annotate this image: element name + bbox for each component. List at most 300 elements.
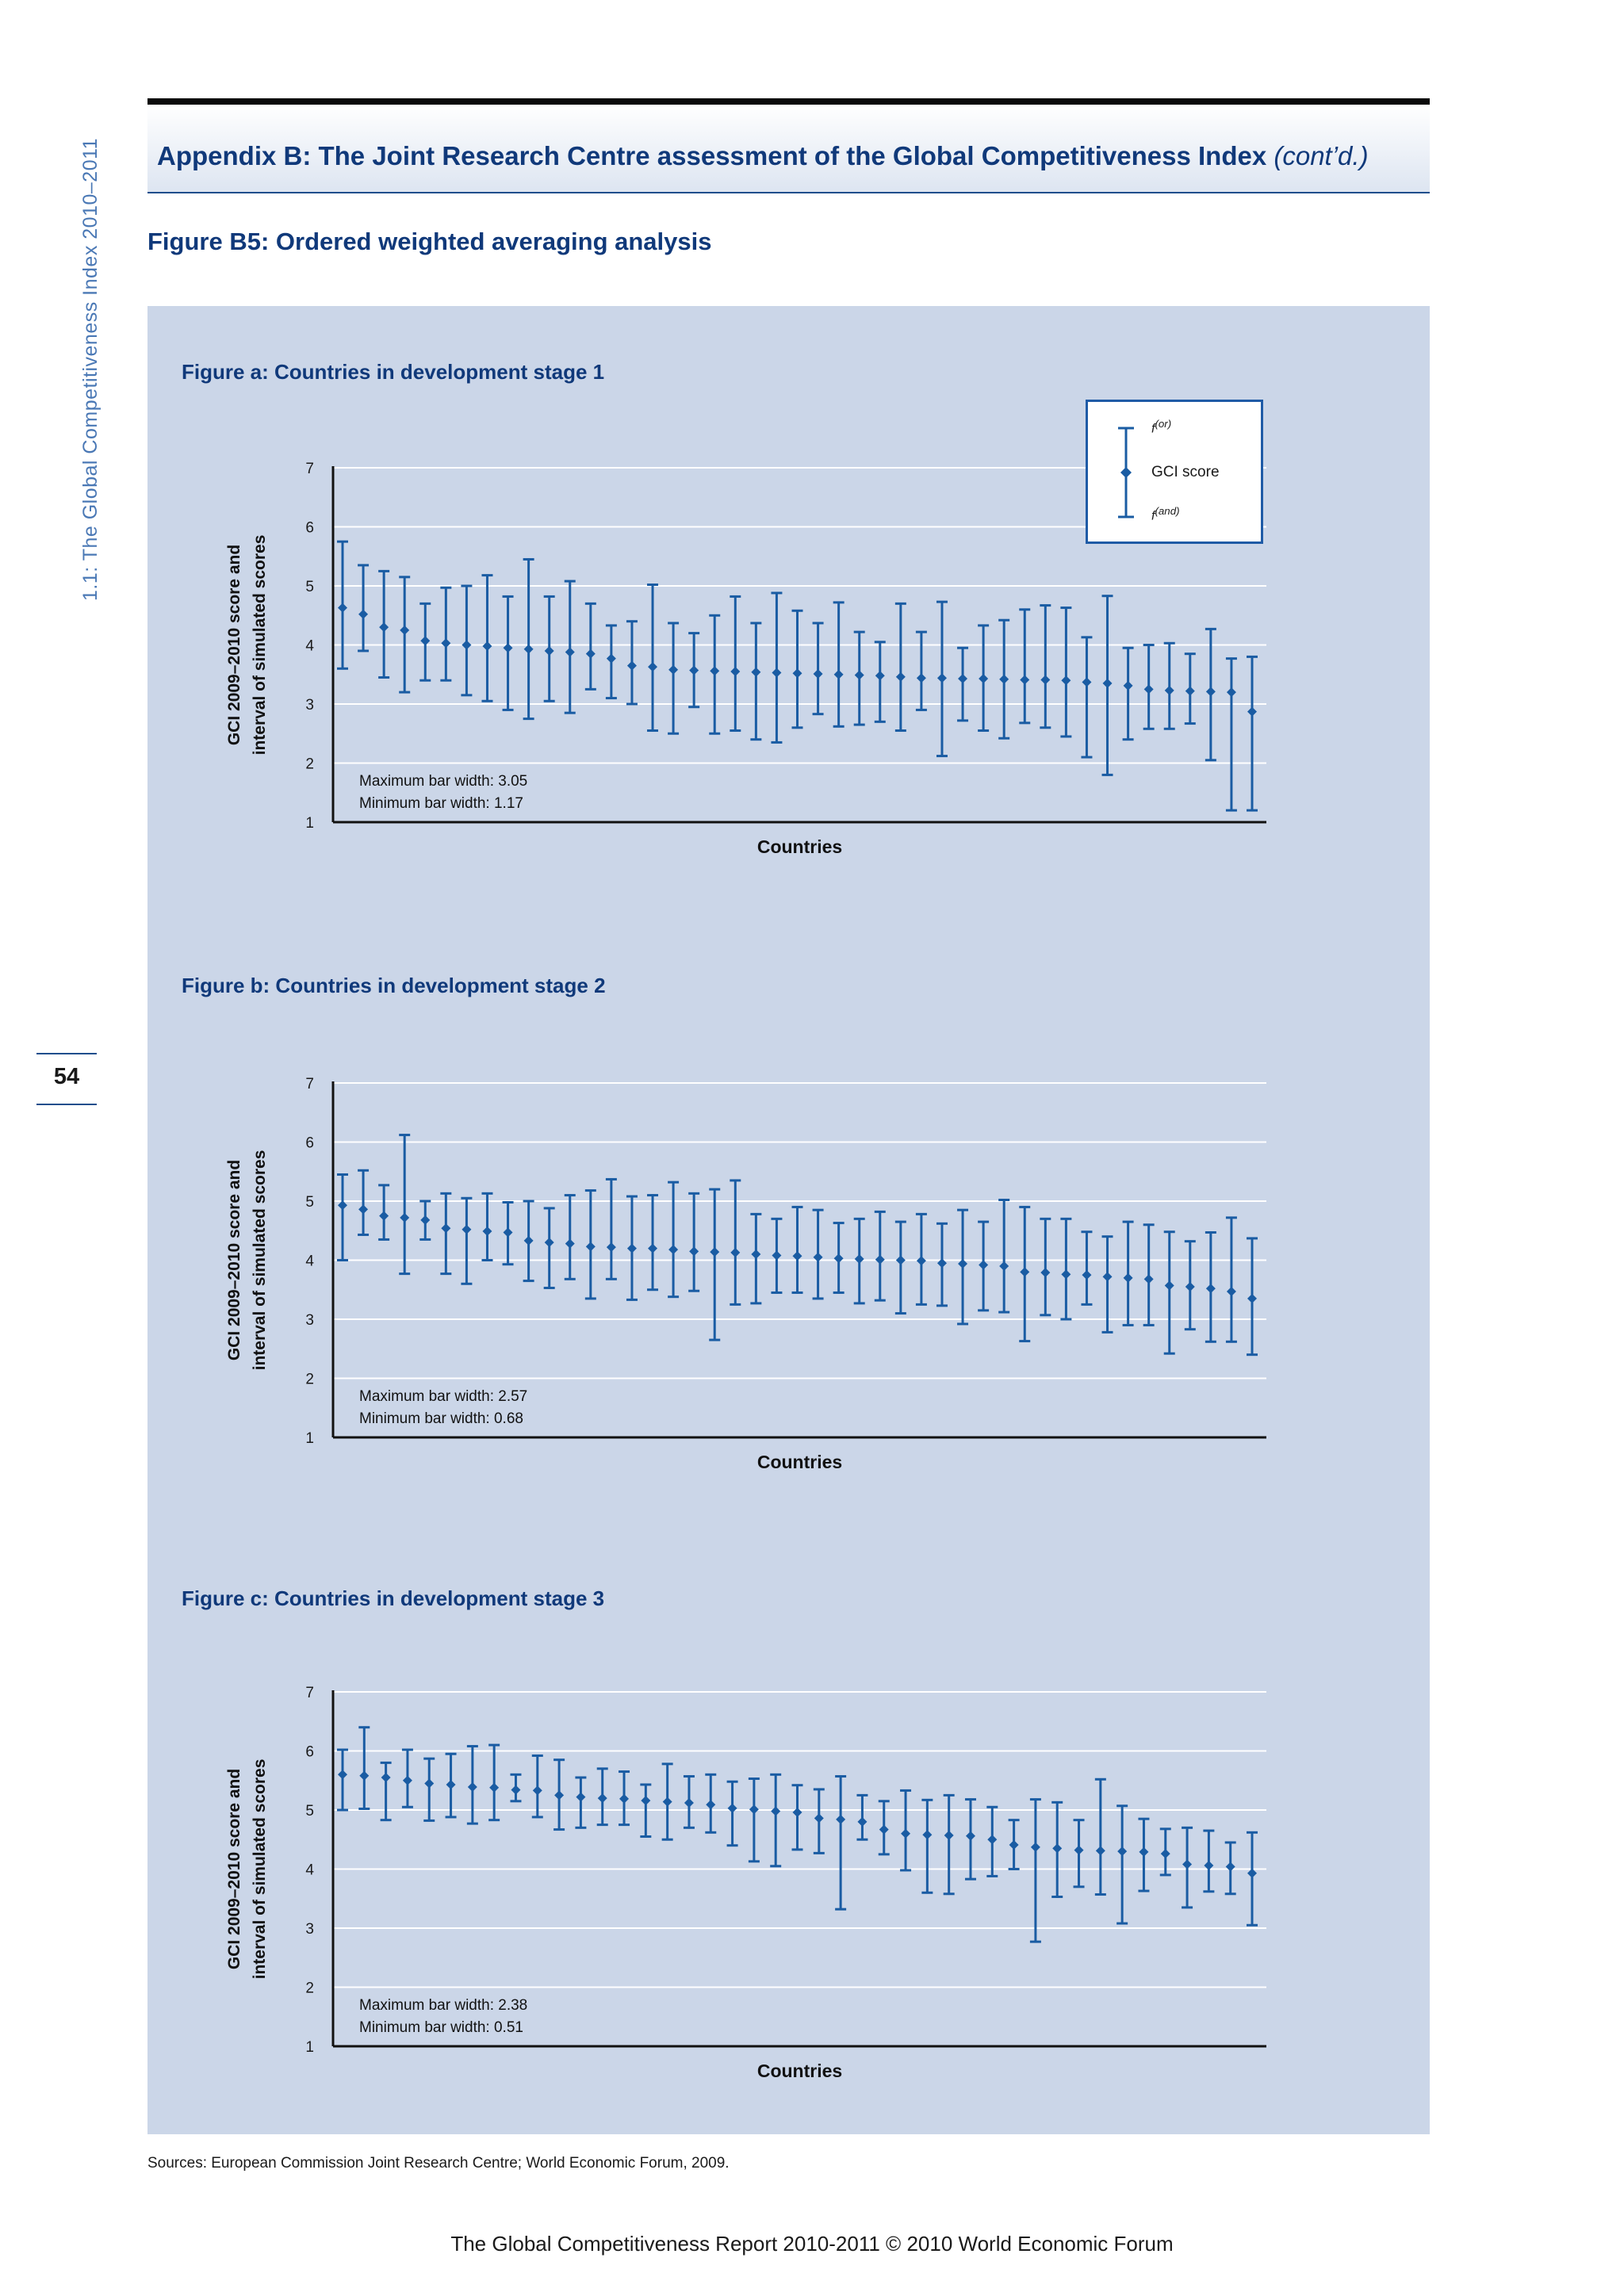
chart-legend — [1086, 400, 1263, 544]
error-bar — [1123, 648, 1134, 739]
gci-score-point — [944, 1831, 954, 1840]
error-bar — [358, 1728, 370, 1809]
error-bar — [544, 596, 555, 701]
gci-score-point — [424, 1778, 434, 1788]
gci-score-point — [1124, 1273, 1133, 1283]
gci-score-point — [420, 1215, 430, 1225]
gci-score-point — [446, 1780, 456, 1789]
error-bar — [1247, 1832, 1258, 1925]
gci-score-point — [1040, 1268, 1050, 1277]
gci-score-point — [879, 1825, 889, 1835]
error-bar — [419, 603, 431, 680]
gci-score-point — [1161, 1849, 1170, 1858]
gci-score-point — [1247, 1869, 1257, 1878]
gci-score-point — [1117, 1846, 1127, 1856]
gci-score-point — [834, 670, 844, 679]
error-bar — [378, 571, 389, 677]
min-bar-width-note: Minimum bar width: 1.17 — [359, 795, 523, 812]
gci-score-point — [1052, 1843, 1062, 1853]
chart-c-title: Figure c: Countries in development stage 3 — [182, 1586, 605, 1610]
error-bar — [998, 620, 1009, 738]
error-bar — [399, 1135, 410, 1274]
error-bar — [1225, 1843, 1236, 1894]
gci-score-point — [966, 1831, 975, 1841]
page-number-rule-top — [36, 1053, 97, 1054]
y-tick-label: 3 — [305, 697, 314, 714]
gci-score-point — [468, 1782, 477, 1792]
error-bar — [446, 1754, 457, 1817]
gci-score-point — [751, 668, 760, 677]
error-bar — [544, 1208, 555, 1288]
gci-score-point — [1227, 687, 1236, 697]
gci-score-point — [875, 671, 885, 680]
y-tick-label: 5 — [305, 1803, 314, 1820]
x-axis-label: Countries — [756, 2061, 843, 2081]
gci-score-point — [663, 1797, 672, 1807]
error-bar — [575, 1777, 586, 1827]
error-bar — [488, 1745, 500, 1820]
y-tick-label: 1 — [305, 1430, 314, 1447]
gci-score-point — [979, 1260, 988, 1269]
error-bar — [854, 632, 865, 725]
y-tick-label: 1 — [305, 2039, 314, 2056]
sources-note: Sources: European Commission Joint Research Centre; World Economic Forum, 2009. — [147, 2155, 730, 2172]
error-bar — [1102, 1237, 1113, 1333]
gci-score-point — [1182, 1860, 1192, 1869]
error-bar — [1081, 637, 1092, 757]
gci-score-point — [793, 1808, 802, 1817]
y-tick-label: 4 — [305, 1253, 314, 1270]
gci-score-point — [999, 675, 1009, 684]
chart-c — [198, 1668, 1308, 2088]
error-bar — [1040, 1219, 1051, 1314]
gci-score-point — [1082, 677, 1091, 687]
y-tick-label: 6 — [305, 1743, 314, 1761]
error-bar — [895, 1222, 906, 1313]
gci-score-point — [836, 1815, 845, 1824]
chart-b — [198, 1059, 1308, 1479]
gci-score-point — [482, 641, 492, 651]
page-number: 54 — [53, 1064, 80, 1089]
gci-score-point — [937, 673, 947, 683]
gci-score-point — [400, 1213, 409, 1223]
gci-score-point — [999, 1261, 1009, 1271]
error-bar — [1143, 645, 1155, 729]
error-bar — [626, 1196, 638, 1299]
gci-score-point — [710, 666, 719, 675]
error-bar — [668, 623, 679, 733]
header-bottom-rule — [147, 192, 1430, 193]
error-bar — [662, 1764, 673, 1839]
error-bar — [597, 1769, 608, 1825]
error-bar — [440, 587, 451, 680]
gci-score-point — [772, 1251, 781, 1261]
y-tick-label: 3 — [305, 1921, 314, 1938]
gci-score-point — [338, 603, 347, 613]
gci-score-point — [1061, 1269, 1071, 1279]
error-bar — [770, 1774, 781, 1866]
max-bar-width-note: Maximum bar width: 2.57 — [359, 1388, 528, 1405]
gci-score-point — [855, 1254, 864, 1264]
error-bar — [565, 1196, 576, 1280]
error-bar — [709, 1189, 720, 1340]
gci-score-point — [1103, 1272, 1113, 1281]
legend-gci-label: GCI score — [1151, 464, 1220, 480]
gci-score-point — [922, 1830, 932, 1839]
error-bar — [688, 1193, 699, 1291]
gci-score-point — [1144, 1274, 1154, 1284]
y-axis-label-line1: GCI 2009–2010 score and — [225, 544, 243, 746]
gci-score-point — [648, 1244, 657, 1253]
gci-score-point — [482, 1226, 492, 1236]
gci-score-point — [607, 654, 616, 664]
gci-score-point — [607, 1242, 616, 1252]
gci-score-point — [751, 1249, 760, 1259]
chart-b-title: Figure b: Countries in development stage 2 — [182, 974, 606, 997]
gci-score-point — [1074, 1846, 1084, 1855]
error-bar — [749, 1779, 760, 1862]
error-bar — [709, 615, 720, 733]
gci-score-point — [979, 674, 988, 683]
error-bar — [965, 1800, 976, 1880]
error-bar — [1143, 1225, 1155, 1326]
gci-score-point — [524, 1236, 534, 1246]
appendix-title-suffix: (cont’d.) — [1274, 141, 1369, 170]
gci-score-point — [627, 1244, 637, 1253]
gci-score-point — [917, 1256, 926, 1265]
error-bar — [771, 1219, 782, 1292]
gci-score-point — [901, 1829, 910, 1839]
error-bar — [606, 626, 617, 698]
error-bar — [1019, 610, 1030, 723]
y-tick-label: 5 — [305, 579, 314, 595]
gci-score-point — [814, 669, 823, 679]
error-bar — [1160, 1829, 1171, 1875]
gci-score-point — [420, 636, 430, 645]
error-bar — [900, 1790, 911, 1870]
error-bar — [337, 541, 348, 668]
gci-score-point — [958, 674, 967, 683]
gci-score-point — [462, 1225, 471, 1234]
gci-score-point — [814, 1813, 824, 1823]
error-bar — [419, 1201, 431, 1239]
gci-score-point — [834, 1253, 844, 1263]
error-bar — [1185, 654, 1196, 724]
gci-score-point — [403, 1776, 412, 1785]
error-bar — [730, 1181, 741, 1304]
error-bar — [921, 1800, 933, 1892]
gci-score-point — [533, 1785, 542, 1795]
gci-score-point — [338, 1770, 347, 1779]
gci-score-point — [1139, 1847, 1148, 1857]
gci-score-point — [511, 1785, 520, 1795]
error-bar — [1185, 1242, 1196, 1330]
gci-score-point — [1227, 1287, 1236, 1296]
gci-score-point — [545, 646, 554, 656]
y-tick-label: 7 — [305, 1076, 314, 1093]
error-bar — [875, 642, 886, 722]
error-bar — [1009, 1820, 1020, 1869]
error-bar — [481, 1193, 492, 1260]
error-bar — [792, 1207, 803, 1292]
gci-score-point — [1082, 1270, 1091, 1280]
gci-score-point — [576, 1793, 585, 1802]
error-bar — [750, 1214, 761, 1303]
y-tick-label: 2 — [305, 756, 314, 773]
error-bar — [1123, 1222, 1134, 1325]
error-bar — [771, 593, 782, 742]
error-bar — [378, 1185, 389, 1240]
min-bar-width-note: Minimum bar width: 0.51 — [359, 2019, 523, 2036]
gci-score-point — [524, 645, 534, 654]
gci-score-point — [689, 1246, 699, 1256]
gci-score-point — [565, 1239, 575, 1249]
error-bar — [978, 626, 989, 731]
error-bar — [792, 1785, 803, 1850]
gci-score-point — [1096, 1846, 1105, 1855]
error-bar — [647, 585, 658, 731]
y-tick-label: 4 — [305, 637, 314, 655]
error-bar — [936, 602, 948, 756]
error-bar — [684, 1777, 695, 1828]
error-bar — [423, 1758, 435, 1820]
error-bar — [503, 1202, 514, 1264]
y-tick-label: 2 — [305, 1980, 314, 1997]
gci-score-point — [710, 1247, 719, 1257]
gci-score-point — [730, 1248, 740, 1257]
error-bar — [1051, 1802, 1063, 1896]
appendix-title — [157, 141, 1369, 171]
error-bar — [619, 1772, 630, 1825]
error-bar — [565, 581, 576, 713]
error-bar — [337, 1174, 348, 1260]
y-axis-label-line2: interval of simulated scores — [251, 1150, 269, 1371]
page-footer: The Global Competitiveness Report 2010-2011 © 2010 World Economic Forum — [450, 2232, 1174, 2256]
gci-score-point — [689, 666, 699, 675]
y-tick-label: 2 — [305, 1371, 314, 1388]
error-bar — [337, 1750, 348, 1810]
gci-score-point — [1226, 1862, 1235, 1872]
error-bar — [1102, 596, 1113, 775]
gci-score-point — [441, 638, 450, 648]
error-bar — [510, 1774, 521, 1801]
gci-score-point — [1165, 686, 1174, 695]
error-bar — [1203, 1831, 1214, 1892]
gci-score-point — [586, 649, 596, 659]
gci-score-point — [359, 1771, 369, 1781]
gci-score-point — [586, 1242, 596, 1251]
gci-score-point — [793, 668, 802, 678]
gci-score-point — [1124, 681, 1133, 691]
error-bar — [461, 586, 472, 695]
gci-score-point — [379, 622, 389, 632]
gci-score-point — [641, 1796, 650, 1805]
gci-score-point — [400, 626, 409, 635]
error-bar — [833, 1223, 845, 1293]
x-axis-label: Countries — [756, 1452, 843, 1472]
gci-score-point — [917, 673, 926, 683]
gci-score-point — [598, 1793, 607, 1803]
error-bar — [1164, 1232, 1175, 1353]
y-tick-label: 7 — [305, 1685, 314, 1701]
error-bar — [957, 648, 968, 721]
gci-score-point — [441, 1223, 450, 1233]
error-bar — [986, 1807, 998, 1876]
error-bar — [1081, 1232, 1092, 1305]
gci-score-point — [668, 1245, 678, 1254]
gci-score-point — [379, 1211, 389, 1221]
error-bar — [1226, 659, 1237, 810]
error-bar — [978, 1222, 989, 1311]
gci-score-point — [1247, 1294, 1257, 1303]
gci-score-point — [1061, 675, 1071, 685]
error-bar — [813, 1210, 824, 1299]
y-tick-label: 5 — [305, 1194, 314, 1211]
gci-score-point — [771, 1806, 780, 1816]
error-bar — [668, 1182, 679, 1297]
error-bar — [856, 1795, 868, 1839]
x-axis-label: Countries — [756, 836, 843, 857]
error-bar — [833, 603, 845, 726]
error-bar — [792, 610, 803, 728]
error-bar — [1074, 1820, 1085, 1887]
error-bar — [1226, 1218, 1237, 1341]
error-bar — [730, 596, 741, 730]
gci-score-point — [684, 1798, 694, 1808]
error-bar — [1095, 1779, 1106, 1894]
error-bar — [1060, 1219, 1071, 1319]
error-bar — [626, 622, 638, 704]
gci-score-point — [987, 1835, 997, 1844]
header-top-rule — [147, 98, 1430, 105]
y-tick-label: 3 — [305, 1312, 314, 1329]
y-axis-label-line1: GCI 2009–2010 score and — [225, 1159, 243, 1361]
error-bar — [399, 577, 410, 692]
gci-score-point — [381, 1773, 391, 1782]
error-bar — [1247, 656, 1258, 810]
error-bar — [481, 576, 492, 702]
error-bar — [813, 623, 824, 714]
error-bar — [1182, 1827, 1193, 1908]
error-bar — [814, 1789, 825, 1853]
y-tick-label: 6 — [305, 1135, 314, 1152]
y-tick-label: 4 — [305, 1862, 314, 1879]
error-bar — [503, 596, 514, 710]
error-bar — [895, 603, 906, 730]
gci-score-point — [1009, 1840, 1019, 1850]
gci-score-point — [896, 1256, 906, 1265]
gci-score-point — [875, 1255, 885, 1265]
error-bar — [957, 1210, 968, 1324]
error-bar — [606, 1179, 617, 1279]
gci-score-point — [462, 641, 471, 650]
gci-score-point — [1247, 707, 1257, 717]
error-bar — [705, 1774, 716, 1832]
gci-score-point — [668, 665, 678, 675]
gci-score-point — [489, 1783, 499, 1793]
error-bar — [358, 565, 369, 651]
error-bar — [750, 623, 761, 740]
gci-score-point — [504, 1227, 513, 1237]
error-bar — [358, 1170, 369, 1234]
gci-score-point — [648, 662, 657, 672]
error-bar — [467, 1747, 478, 1824]
min-bar-width-note: Minimum bar width: 0.68 — [359, 1410, 523, 1427]
gci-score-point — [1144, 684, 1154, 694]
gci-score-point — [1020, 675, 1029, 684]
gci-score-point — [554, 1790, 564, 1800]
y-tick-label: 1 — [305, 815, 314, 832]
error-bar — [647, 1196, 658, 1290]
chart-a-title: Figure a: Countries in development stage 1 — [182, 360, 605, 384]
error-bar — [916, 632, 927, 710]
y-axis-label-line2: interval of simulated scores — [251, 534, 269, 756]
gci-score-point — [627, 661, 637, 671]
error-bar — [1247, 1238, 1258, 1355]
gci-score-point — [1103, 679, 1113, 688]
gci-score-point — [1185, 687, 1195, 696]
gci-score-point — [1206, 1284, 1216, 1293]
error-bar — [875, 1211, 886, 1300]
max-bar-width-note: Maximum bar width: 3.05 — [359, 773, 528, 790]
legend-and-label: $f^{(and)}$ — [1151, 505, 1180, 523]
legend-or-label: $f^{(or)}$ — [1151, 418, 1172, 436]
error-bar — [523, 559, 534, 718]
error-bar — [440, 1193, 451, 1273]
gci-score-point — [1185, 1282, 1195, 1292]
gci-score-point — [772, 668, 781, 678]
error-bar — [1205, 629, 1216, 760]
error-bar — [585, 603, 596, 689]
running-title-text: 1.1: The Global Competitiveness Index 2010–2011 — [79, 137, 102, 601]
appendix-title-text: Appendix B: The Joint Research Centre assessment of the Global Competitiveness Index — [157, 141, 1267, 170]
error-bar — [1164, 643, 1175, 729]
gci-score-point — [358, 610, 368, 619]
gci-score-point — [1165, 1281, 1174, 1291]
gci-score-point — [855, 670, 864, 679]
error-bar — [532, 1755, 543, 1816]
error-bar — [727, 1781, 738, 1845]
error-bar — [585, 1191, 596, 1299]
error-bar — [1030, 1800, 1041, 1942]
gci-score-point — [1020, 1267, 1029, 1276]
error-bar — [916, 1214, 927, 1304]
gci-score-point — [1040, 675, 1050, 684]
max-bar-width-note: Maximum bar width: 2.38 — [359, 1997, 528, 2014]
gci-score-point — [565, 647, 575, 656]
gci-score-point — [358, 1204, 368, 1214]
error-bar — [1040, 606, 1051, 728]
error-bar — [879, 1801, 890, 1854]
y-tick-label: 7 — [305, 461, 314, 477]
gci-score-point — [545, 1238, 554, 1247]
error-bar — [553, 1760, 565, 1830]
y-axis-label-line2: interval of simulated scores — [251, 1758, 269, 1980]
error-bar — [998, 1200, 1009, 1313]
error-bar — [1138, 1819, 1149, 1891]
gci-score-point — [1031, 1843, 1040, 1852]
error-bar — [936, 1223, 948, 1306]
error-bar — [402, 1750, 413, 1807]
error-bar — [1019, 1207, 1030, 1341]
error-bar — [523, 1201, 534, 1281]
gci-score-point — [896, 672, 906, 682]
error-bar — [461, 1198, 472, 1284]
gci-score-point — [1206, 687, 1216, 696]
figure-title: Figure B5: Ordered weighted averaging analysis — [147, 228, 712, 255]
y-axis-label-line1: GCI 2009–2010 score and — [225, 1768, 243, 1970]
gci-score-point — [749, 1804, 759, 1814]
